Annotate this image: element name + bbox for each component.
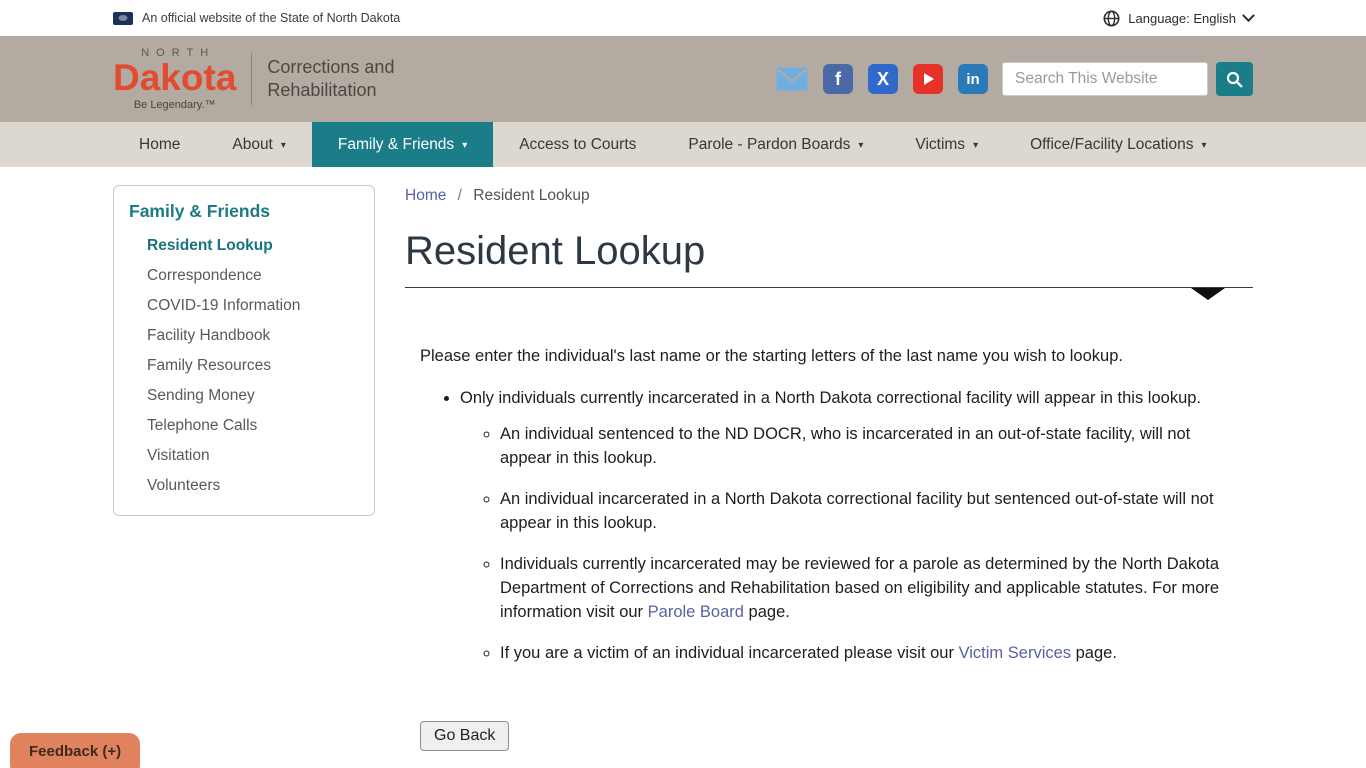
feedback-button[interactable]: Feedback (+) <box>10 733 140 768</box>
search-input[interactable] <box>1002 62 1208 96</box>
breadcrumb-current: Resident Lookup <box>473 187 590 204</box>
nav-item-label: Family & Friends <box>337 135 455 153</box>
nav-item-access-to-courts[interactable] <box>493 122 662 167</box>
sidebar-item-correspondence[interactable]: Correspondence <box>147 267 262 284</box>
page-title: Resident Lookup <box>405 229 706 273</box>
site-logo[interactable] <box>113 47 403 111</box>
breadcrumb <box>405 187 1253 205</box>
sidebar-item-facility-handbook[interactable]: Facility Handbook <box>147 327 271 344</box>
sidebar <box>113 185 375 516</box>
language-selector[interactable] <box>1103 10 1253 27</box>
search-icon <box>1226 71 1243 88</box>
nav-item-home[interactable] <box>113 122 206 167</box>
logo-north-text: NORTH <box>141 47 216 60</box>
nav-item-parole-pardon-boards[interactable] <box>662 122 889 167</box>
globe-icon <box>1103 10 1120 27</box>
linkedin-icon[interactable]: in <box>958 64 988 94</box>
logo-tagline: Be Legendary.™ <box>133 98 216 111</box>
primary-bullet: • Only individuals currently incarcerated in a North Dakota correctional facility will appear in this lookup. ◦ An individual sentenced to the ND DOCR, who is incarcerated in an out-of-state facility, will not appear in this lookup. ◦ An individual incarcerated in a North Dakota correctional facility but sentenced out-of-state will not appear in this lookup. ◦ Individuals currently incarcerated may be reviewed for a parole as determined by the North Dakota Department of Corrections and Rehabilitation based on eligibility and applicable statutes. For more information visit our Parole Board page. ◦ If you are a victim of an individual incarcerated please visit our Victim Services page. <box>460 386 1238 665</box>
youtube-icon[interactable] <box>913 64 943 94</box>
caret-down-icon: ▾ <box>1201 140 1207 151</box>
breadcrumb-separator: / <box>457 187 462 204</box>
sidebar-item-resident-lookup[interactable]: Resident Lookup <box>147 237 273 254</box>
parole-board-link[interactable]: Parole Board <box>647 603 744 621</box>
body-copy <box>405 344 1238 665</box>
search-box <box>1002 62 1253 96</box>
title-rule <box>405 287 1253 288</box>
sidebar-item-sending-money[interactable]: Sending Money <box>147 387 255 404</box>
nav-item-victims[interactable] <box>889 122 1004 167</box>
email-icon[interactable] <box>776 64 808 94</box>
sidebar-item-family-resources[interactable]: Family Resources <box>147 357 272 374</box>
nav-item-label: Office/Facility Locations <box>1030 135 1194 153</box>
nav-item-family-friends[interactable] <box>312 122 493 167</box>
main-nav <box>0 122 1366 167</box>
rule-caret-icon <box>1191 288 1225 300</box>
caret-down-icon: ▾ <box>973 140 979 151</box>
caret-down-icon: ▾ <box>280 140 286 151</box>
x-twitter-icon[interactable]: X <box>868 64 898 94</box>
caret-down-icon: ▾ <box>858 140 864 151</box>
sidebar-item-telephone-calls[interactable]: Telephone Calls <box>147 417 258 434</box>
logo-department-text: Corrections and Rehabilitation <box>267 57 395 100</box>
nav-item-label: About <box>232 135 273 153</box>
sub-bullet-4: ◦ If you are a victim of an individual incarcerated please visit our Victim Services page. <box>500 641 1238 665</box>
nav-item-office-facility-locations[interactable] <box>1004 122 1232 167</box>
site-header <box>0 36 1366 122</box>
breadcrumb-home-link[interactable]: Home <box>405 187 447 204</box>
social-icons <box>776 64 988 94</box>
sidebar-item-volunteers[interactable]: Volunteers <box>147 477 221 494</box>
language-label: Language: English <box>1128 10 1236 26</box>
chevron-down-icon <box>1242 9 1255 22</box>
logo-divider <box>251 53 252 105</box>
caret-down-icon: ▾ <box>462 140 468 151</box>
go-back-button[interactable]: Go Back <box>420 721 509 751</box>
sidebar-item-visitation[interactable]: Visitation <box>147 447 210 464</box>
nav-item-about[interactable] <box>206 122 312 167</box>
nd-flag-icon <box>113 12 133 25</box>
sub-bullet-1: ◦ An individual sentenced to the ND DOCR, who is incarcerated in an out-of-state facility, will not appear in this lookup. <box>500 422 1238 470</box>
nav-item-label: Parole - Pardon Boards <box>688 135 851 153</box>
official-website-text: An official website of the State of North Dakota <box>142 11 401 25</box>
official-banner <box>0 0 1366 36</box>
main-content <box>405 185 1253 761</box>
sidebar-item-covid-19-information[interactable]: COVID-19 Information <box>147 297 301 314</box>
nav-item-label: Home <box>139 135 181 153</box>
intro-paragraph: Please enter the individual's last name or the starting letters of the last name you wish to lookup. <box>420 347 1123 365</box>
sidebar-title: Family & Friends <box>129 201 271 221</box>
victim-services-link[interactable]: Victim Services <box>958 644 1072 662</box>
nav-item-label: Access to Courts <box>519 135 637 153</box>
sub-bullet-2: ◦ An individual incarcerated in a North Dakota correctional facility but sentenced out-of-state will not appear in this lookup. <box>500 487 1238 535</box>
logo-dakota-text: Dakota <box>113 57 237 99</box>
facebook-icon[interactable]: f <box>823 64 853 94</box>
search-button[interactable] <box>1216 62 1253 96</box>
sub-bullet-3: ◦ Individuals currently incarcerated may be reviewed for a parole as determined by the North Dakota Department of Corrections and Rehabilitation based on eligibility and applicable statutes. For more information visit our Parole Board page. <box>500 552 1238 624</box>
nav-item-label: Victims <box>915 135 966 153</box>
